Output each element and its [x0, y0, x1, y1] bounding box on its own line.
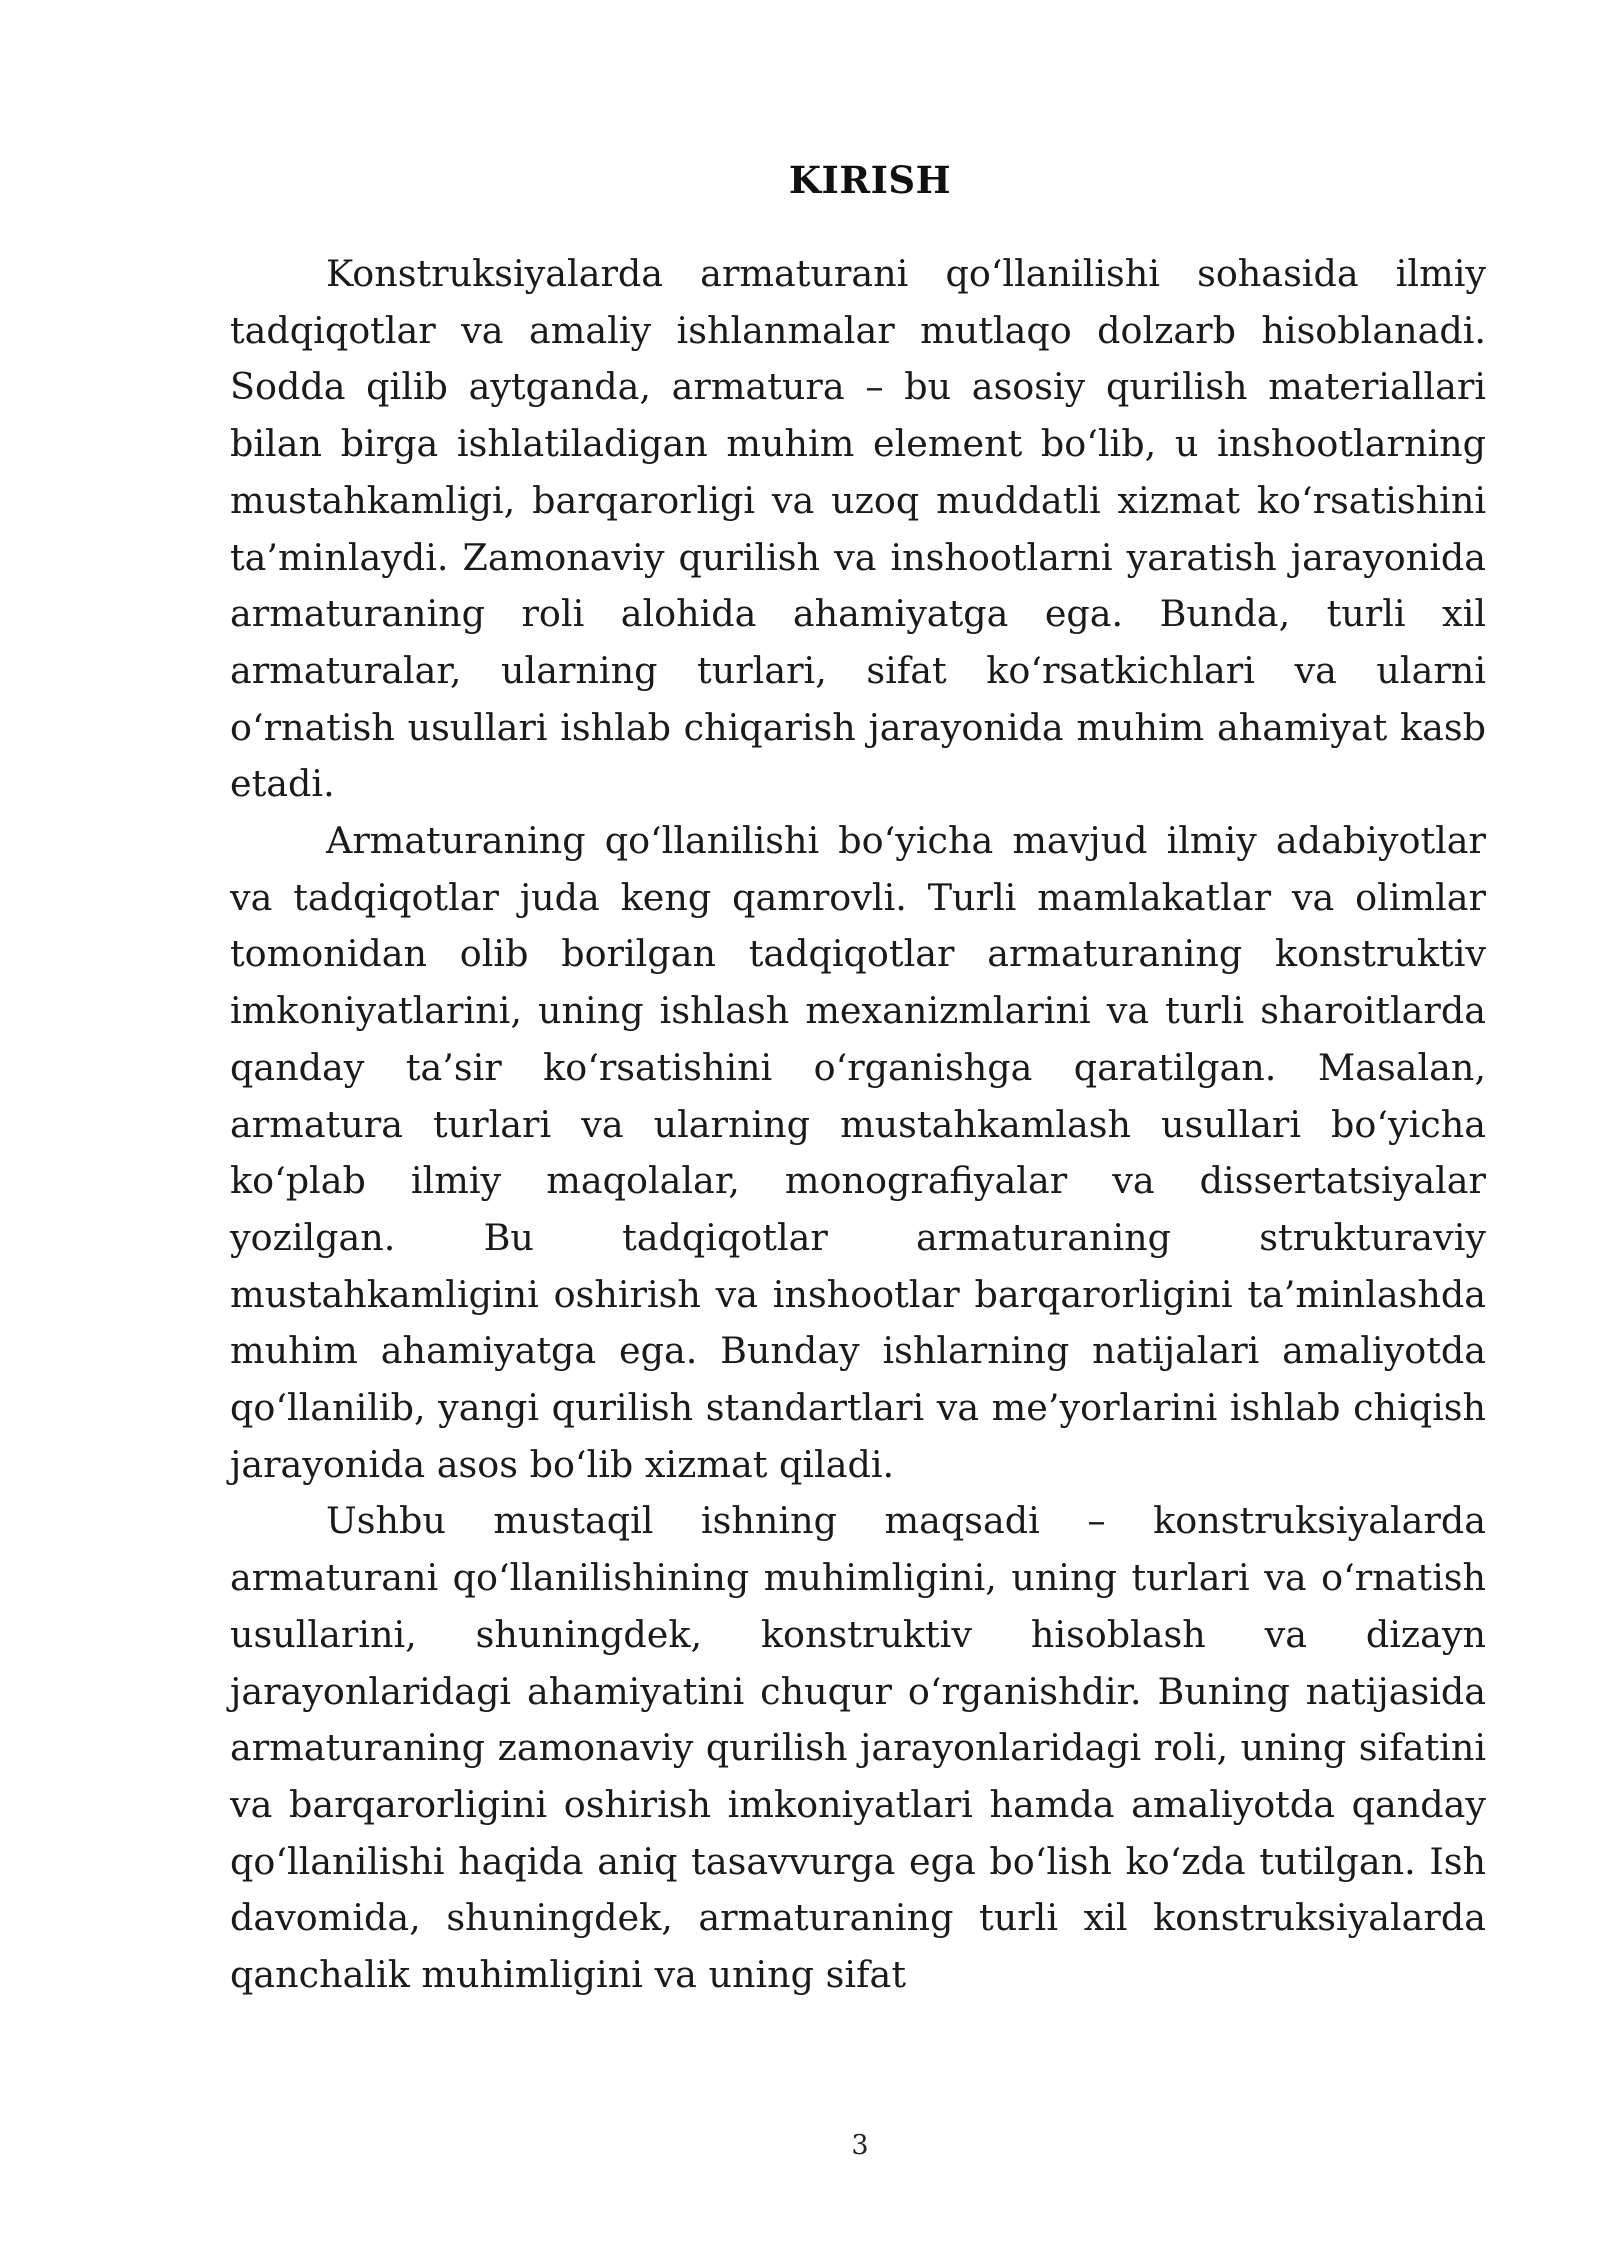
page-number: 3: [851, 2130, 869, 2161]
section-heading: KIRISH: [788, 158, 952, 202]
body-text: [230, 246, 1486, 2004]
paragraph: Konstruksiyalarda armaturani qo‘llanilishi sohasida ilmiy tadqiqotlar va amaliy ishlanmalar mutlaqo dolzarb hisoblanadi. Sodda qilib aytganda, armatura – bu asosiy qurilish materiallari bilan birga ishlatiladigan muhim element bo‘lib, u inshootlarning mustahkamligi, barqarorligi va uzoq muddatli xizmat ko‘rsatishini ta’minlaydi. Zamonaviy qurilish va inshootlarni yaratish jarayonida armaturaning roli alohida ahamiyatga ega. Bunda, turli xil armaturalar, ularning turlari, sifat ko‘rsatkichlari va ularni o‘rnatish usullari ishlab chiqarish jarayonida muhim ahamiyat kasb etadi.: [230, 252, 1486, 806]
paragraph: Armaturaning qo‘llanilishi bo‘yicha mavjud ilmiy adabiyotlar va tadqiqotlar juda keng qamrovli. Turli mamlakatlar va olimlar tomonidan olib borilgan tadqiqotlar armaturaning konstruktiv imkoniyatlarini, uning ishlash mexanizmlarini va turli sharoitlarda qanday ta’sir ko‘rsatishini o‘rganishga qaratilgan. Masalan, armatura turlari va ularning mustahkamlash usullari bo‘yicha ko‘plab ilmiy maqolalar, monografiyalar va dissertatsiyalar yozilgan. Bu tadqiqotlar armaturaning strukturaviy mustahkamligini oshirish va inshootlar barqarorligini ta’minlashda muhim ahamiyatga ega. Bunday ishlarning natijalari amaliyotda qo‘llanilib, yangi qurilish standartlari va me’yorlarini ishlab chiqish jarayonida asos bo‘lib xizmat qiladi.: [230, 819, 1486, 1486]
paragraph: Ushbu mustaqil ishning maqsadi – konstruksiyalarda armaturani qo‘llanilishining muhimligini, uning turlari va o‘rnatish usullarini, shuningdek, konstruktiv hisoblash va dizayn jarayonlaridagi ahamiyatini chuqur o‘rganishdir. Buning natijasida armaturaning zamonaviy qurilish jarayonlaridagi roli, uning sifatini va barqarorligini oshirish imkoniyatlari hamda amaliyotda qanday qo‘llanilishi haqida aniq tasavvurga ega bo‘lish ko‘zda tutilgan. Ish davomida, shuningdek, armaturaning turli xil konstruksiyalarda qanchalik muhimligini va uning sifat: [230, 1499, 1486, 1997]
